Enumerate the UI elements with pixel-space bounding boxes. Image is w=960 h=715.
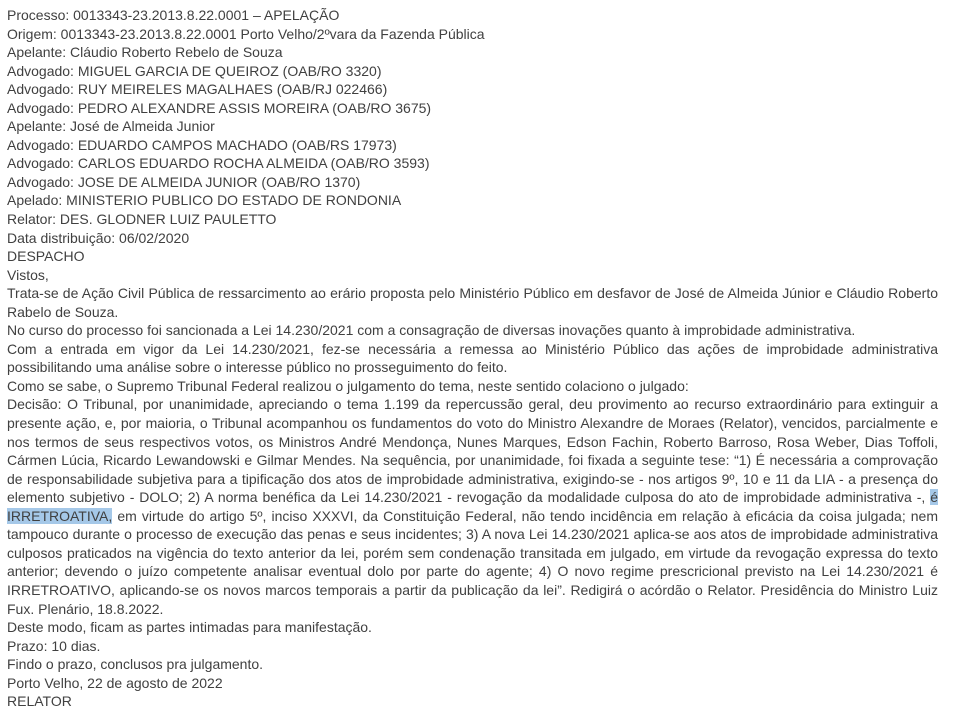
paragraph-no-curso: No curso do processo foi sancionada a Lei 14.230/2021 com a consagração de diversas inovações quanto à improbidade administrativa. xyxy=(7,322,856,339)
header-line-advogado-6: Advogado: JOSE DE ALMEIDA JUNIOR (OAB/RO 1370) xyxy=(7,173,361,190)
paragraph-decisao xyxy=(7,395,938,618)
paragraph-deste-modo: Deste modo, ficam as partes intimadas para manifestação. xyxy=(7,619,372,636)
paragraph-como-se-sabe: Como se sabe, o Supremo Tribunal Federal realizou o julgamento do tema, neste sentido colaciono o julgado: xyxy=(7,377,689,394)
header-line-apelado: Apelado: MINISTERIO PUBLICO DO ESTADO DE RONDONIA xyxy=(7,192,402,209)
header-line-relator: Relator: DES. GLODNER LUIZ PAULETTO xyxy=(7,211,277,228)
header-line-data-distribuicao: Data distribuição: 06/02/2020 xyxy=(7,229,190,246)
paragraph-trata-se: Trata-se de Ação Civil Pública de ressarcimento ao erário proposta pelo Ministério Público em desfavor de José de Almeida Júnior e Cláudio Roberto Rabelo de Souza. xyxy=(7,285,938,320)
header-line-advogado-2: Advogado: RUY MEIRELES MAGALHAES (OAB/RJ 022466) xyxy=(7,81,388,98)
selection-highlight: é IRRETROATIVA, xyxy=(7,489,938,524)
header-line-advogado-1: Advogado: MIGUEL GARCIA DE QUEIROZ (OAB/RO 3320) xyxy=(7,62,382,79)
header-line-origem: Origem: 0013343-23.2013.8.22.0001 Porto Velho/2ºvara da Fazenda Pública xyxy=(7,25,485,42)
section-title-despacho: DESPACHO xyxy=(7,248,85,265)
header-line-advogado-4: Advogado: EDUARDO CAMPOS MACHADO (OAB/RS 17973) xyxy=(7,136,397,153)
salutation-vistos: Vistos, xyxy=(7,266,49,283)
signature-relator: RELATOR xyxy=(7,693,72,710)
decisao-text-before: Decisão: O Tribunal, por unanimidade, apreciando o tema 1.199 da repercussão geral, deu provimento ao recurso extraordinário para extinguir a presente ação, e, por maioria, o Tribunal acompanhou os fundamentos do voto do Ministro Alexandre de Moraes (Relator), vencidos, parcialmente e nos termos de seus respectivos votos, os Ministros André Mendonça, Nunes Marques, Edson Fachin, Roberto Barroso, Rosa Weber, Dias Toffoli, Cármen Lúcia, Ricardo Lewandowski e Gilmar Mendes. Na sequência, por unanimidade, foi fixada a seguinte tese: “1) É necessária a comprovação de responsabilidade subjetiva para a tipificação dos atos de improbidade administrativa, exigindo-se - nos artigos 9º, 10 e 11 da LIA - a presença do elemento subjetivo - DOLO; 2) A norma benéfica da Lei 14.230/2021 - revogação da modalidade culposa do ato de improbidade administrativa -, xyxy=(7,396,938,506)
header-line-advogado-5: Advogado: CARLOS EDUARDO ROCHA ALMEIDA (OAB/RO 3593) xyxy=(7,155,430,172)
paragraph-com-a-entrada: Com a entrada em vigor da Lei 14.230/2021, fez-se necessária a remessa ao Ministério Público das ações de improbidade administrativa possibilitando uma análise sobre o interesse público no prosseguimento do feito. xyxy=(7,340,938,376)
header-line-apelante-2: Apelante: José de Almeida Junior xyxy=(7,118,215,135)
paragraph-local-data: Porto Velho, 22 de agosto de 2022 xyxy=(7,674,223,691)
paragraph-findo-o-prazo: Findo o prazo, conclusos pra julgamento. xyxy=(7,656,264,673)
header-line-advogado-3: Advogado: PEDRO ALEXANDRE ASSIS MOREIRA (OAB/RO 3675) xyxy=(7,99,432,116)
header-line-apelante-1: Apelante: Cláudio Roberto Rebelo de Souza xyxy=(7,44,283,61)
paragraph-prazo: Prazo: 10 dias. xyxy=(7,637,101,654)
decisao-text-after: em virtude do artigo 5º, inciso XXXVI, da Constituição Federal, não tendo incidência em relação à eficácia da coisa julgada; nem tampouco durante o processo de execução das penas e seus incidentes; 3) A nova Lei 14.230/2021 aplica-se aos atos de improbidade administrativa culposos praticados na vigência do texto anterior da lei, porém sem condenação transitada em julgado, em virtude da revogação expressa do texto anterior; devendo o juízo competente analisar eventual dolo por parte do agente; 4) O novo regime prescricional previsto na Lei 14.230/2021 é IRRETROATIVO, aplicando-se os novos marcos temporais a partir da publicação da lei”. Redigirá o acórdão o Relator. Presidência do Ministro Luiz Fux. Plenário, 18.8.2022. xyxy=(7,507,938,617)
header-line-processo: Processo: 0013343-23.2013.8.22.0001 – APELAÇÃO xyxy=(7,7,340,23)
